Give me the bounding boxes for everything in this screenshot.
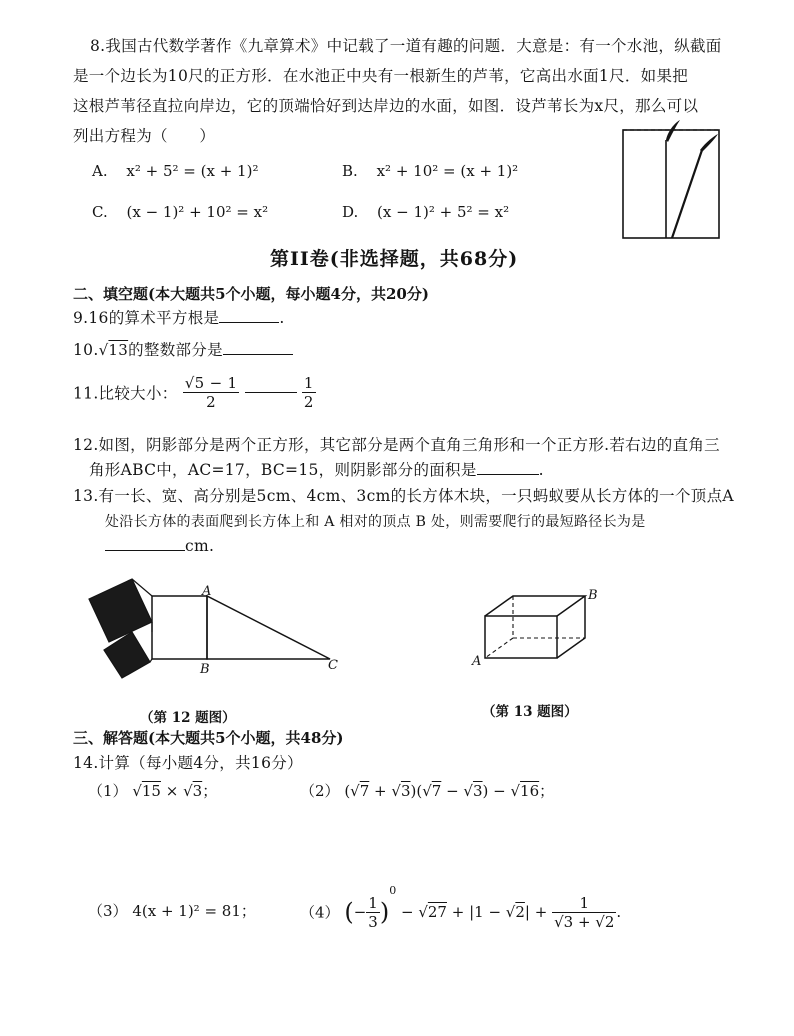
q11-compare-blank[interactable] — [245, 392, 297, 393]
fig12-label-b: B — [200, 662, 210, 677]
option-c-label: C. — [92, 203, 108, 221]
fig13-label-b: B — [588, 588, 598, 603]
fig12-label-c: C — [328, 658, 338, 673]
q8-option-b — [342, 162, 518, 180]
q9 — [73, 306, 285, 328]
q10: 10.√13的整数部分是 — [73, 338, 293, 360]
q13-line-2: 处沿长方体的表面爬到长方体上和 A 相对的顶点 B 处，则需要爬行的最短路径长为是 — [105, 514, 646, 530]
part2-title: 第II卷(非选择题，共68分) — [270, 248, 519, 270]
p1-label: （1） — [88, 782, 128, 800]
q8-option-c — [92, 203, 268, 221]
q12-line-1: 12.如图，阴影部分是两个正方形，其它部分是两个直角三角形和一个正方形.若右边的直角三 — [73, 436, 720, 454]
q13-line-1: 13.有一长、宽、高分别是5cm、4cm、3cm的长方体木块，一只蚂蚁要从长方体的一个顶点A — [73, 487, 734, 505]
q11-text: 11.比较大小： — [73, 384, 178, 403]
option-a-expr: x² + 5² = (x + 1)² — [126, 162, 259, 180]
q12-answer-blank[interactable] — [477, 474, 539, 475]
q10-text: 的整数部分是 — [128, 341, 223, 359]
q12-figure — [84, 574, 344, 684]
q9-end: . — [279, 309, 285, 327]
q13-answer-blank[interactable] — [105, 550, 185, 551]
q12-end: . — [538, 461, 544, 479]
triangle-edge-3 — [150, 659, 152, 662]
cuboid-front-face — [485, 616, 557, 658]
cuboid-top-face — [485, 596, 585, 616]
fig13-caption: （第 13 题图） — [482, 704, 578, 720]
q13-cuboid-figure — [480, 592, 592, 662]
q13-line-3 — [105, 537, 214, 555]
section2-heading: 二、填空题(本大题共5个小题，每小题4分，共20分) — [73, 285, 429, 303]
q13-unit: cm. — [185, 537, 215, 555]
reed-tilted — [672, 150, 702, 238]
q8-line-4: 列出方程为（ ） — [73, 127, 216, 145]
q8-line-3: 这根芦苇径直拉向岸边，它的顶端恰好到达岸边的水面，如图．设芦苇长为x尺，那么可以 — [73, 97, 699, 115]
q11-fraction-left: $\frac{√5 - 1}{2}$ — [184, 374, 238, 411]
q10-prefix: 10. — [73, 341, 99, 359]
fig13-label-a: A — [472, 654, 482, 669]
q9-text: 9.16的算术平方根是 — [73, 309, 220, 327]
option-d-label: D. — [342, 203, 359, 221]
option-d-expr: (x − 1)² + 5² = x² — [377, 203, 510, 221]
middle-square — [152, 596, 207, 659]
option-b-expr: x² + 10² = (x + 1)² — [376, 162, 519, 180]
p3-label: （3） — [88, 902, 128, 920]
p4-label: （4） — [300, 903, 340, 922]
q12-line-2-text: 角形ABC中，AC=17，BC=15，则阴影部分的面积是 — [89, 461, 477, 479]
p2-label: （2） — [300, 782, 340, 800]
reed-leaf-right — [700, 134, 718, 152]
q9-answer-blank[interactable] — [219, 322, 279, 323]
fig12-caption: （第 12 题图） — [140, 710, 236, 726]
q14-title: 14.计算（每小题4分，共16分） — [73, 754, 303, 772]
triangle-abc — [207, 596, 330, 659]
q8-line-1: 8.我国古代数学著作《九章算术》中记载了一道有趣的问题．大意是：有一个水池，纵截面 — [90, 37, 722, 55]
q14-part-1: （1） √15 × √3； — [88, 782, 218, 800]
reed-leaf-left — [666, 120, 680, 142]
q11-fraction-right: $\frac{1}{2}$ — [303, 374, 314, 411]
option-a-label: A. — [92, 162, 108, 180]
section3-heading: 三、解答题(本大题共5个小题，共48分) — [73, 729, 344, 747]
option-c-expr: (x − 1)² + 10² = x² — [126, 203, 269, 221]
q8-pool-figure — [620, 112, 724, 244]
q12-line-2 — [89, 458, 544, 480]
option-b-label: B. — [342, 162, 358, 180]
q8-option-a — [92, 162, 258, 180]
q14-part-2: （2） (√7 + √3)(√7 − √3) − √16； — [300, 782, 555, 800]
q10-answer-blank[interactable] — [223, 354, 293, 355]
q8-option-d — [342, 203, 509, 221]
q14-part-4: （4） (− $\frac{1}{3}$ )$^0$ − √27 + |1 − √2| + $\frac{1}{√3 + √2}$ . — [300, 884, 622, 931]
q14-part-3: （3） 4(x + 1)² = 81； — [88, 902, 256, 920]
q11 — [73, 374, 316, 411]
q8-line-2: 是一个边长为10尺的正方形．在水池正中央有一根新生的芦苇，它高出水面1尺．如果把 — [73, 67, 689, 85]
fig12-label-a: A — [202, 584, 212, 599]
q10-radicand: 13 — [108, 341, 129, 359]
